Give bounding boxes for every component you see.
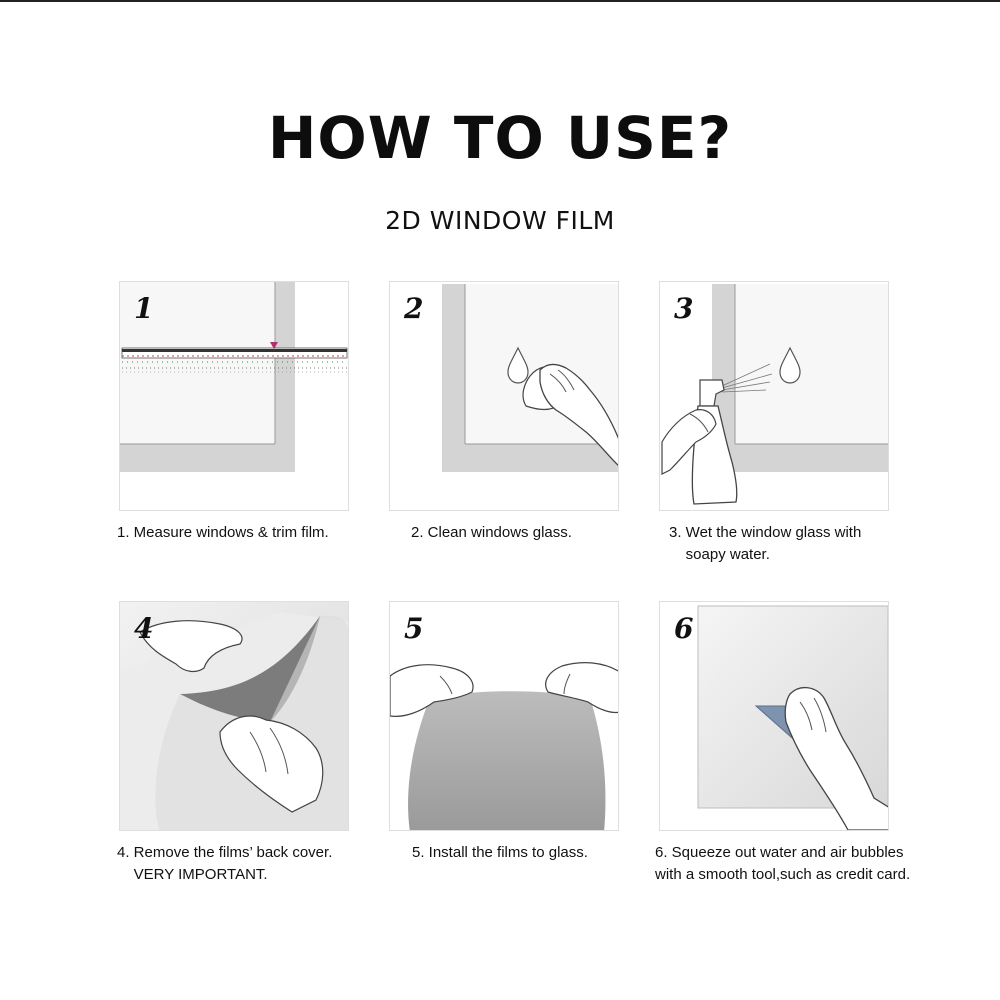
install-illustration <box>390 602 619 831</box>
step-4-caption: 4. Remove the films’ back cover. VERY IMPORTANT. <box>117 844 333 883</box>
spray-illustration <box>660 282 889 511</box>
squeeze-illustration <box>660 602 889 831</box>
step-2-panel <box>389 281 619 511</box>
step-6-panel <box>659 601 889 831</box>
page-subtitle: 2D WINDOW FILM <box>385 206 615 235</box>
step-3-number: 3 <box>674 292 694 325</box>
step-5-caption: 5. Install the films to glass. <box>412 844 588 861</box>
step-5-number: 5 <box>404 612 424 645</box>
step-3-panel <box>659 281 889 511</box>
step-6-number: 6 <box>674 612 694 645</box>
step-4-number: 4 <box>134 612 154 645</box>
measure-illustration <box>120 282 349 511</box>
page-title: HOW TO USE? <box>267 104 733 172</box>
remove-cover-illustration <box>120 602 349 831</box>
step-2-caption: 2. Clean windows glass. <box>411 524 572 541</box>
step-5-panel <box>389 601 619 831</box>
step-3-caption: 3. Wet the window glass with soapy water. <box>669 524 862 563</box>
step-2-number: 2 <box>404 292 424 325</box>
step-6-caption: 6. Squeeze out water and air bubbles with a smooth tool,such as credit card. <box>655 844 911 883</box>
top-border <box>0 0 1000 2</box>
step-4-panel <box>119 601 349 831</box>
step-1-caption: 1. Measure windows & trim film. <box>117 524 329 541</box>
step-1-panel <box>119 281 349 511</box>
clean-illustration <box>390 282 619 511</box>
step-1-number: 1 <box>134 292 154 325</box>
